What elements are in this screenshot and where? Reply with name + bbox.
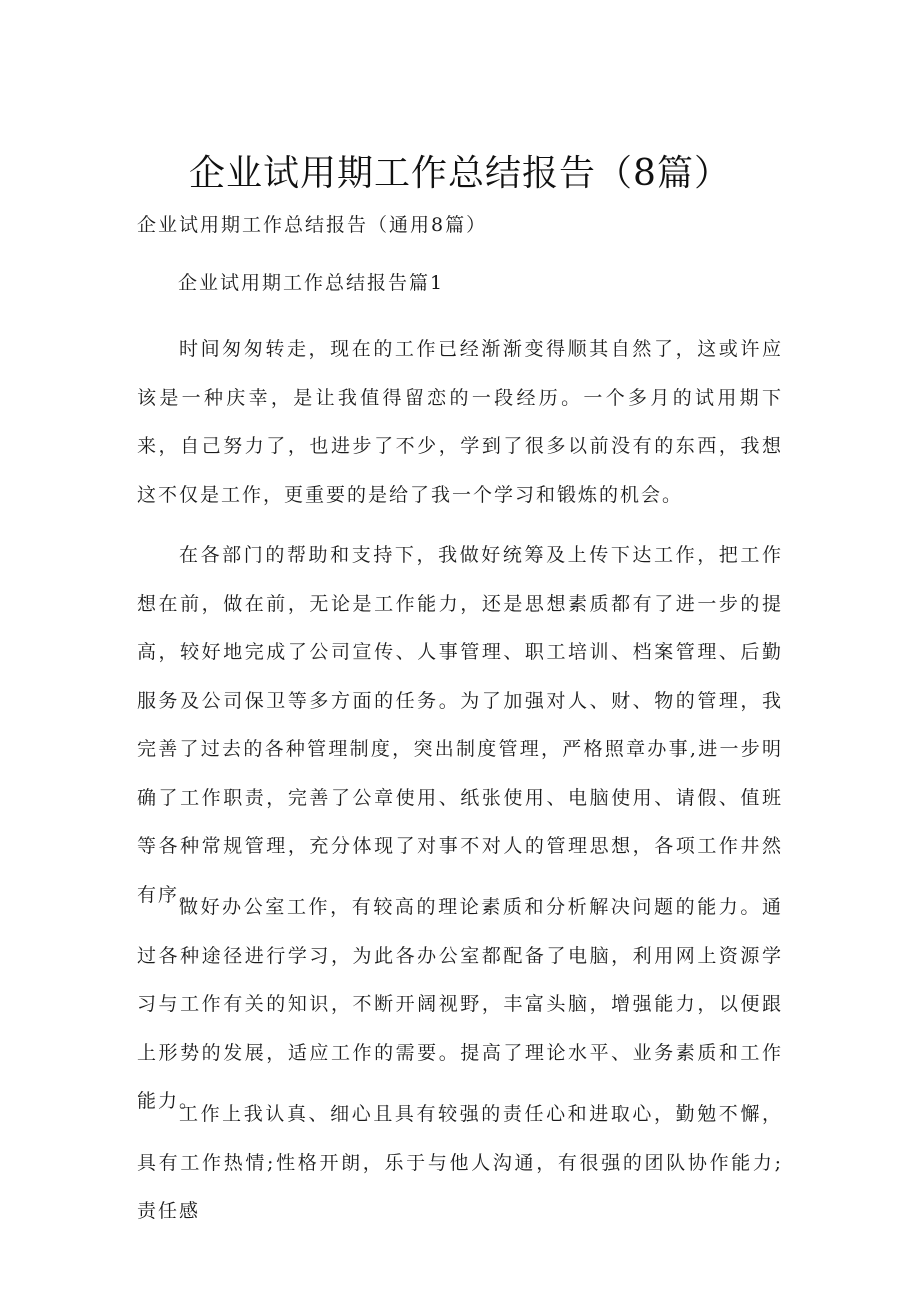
- paragraph-3: 做好办公室工作，有较高的理论素质和分析解决问题的能力。通过各种途径进行学习，为此各办公室都配备了电脑，利用网上资源学习与工作有关的知识，不断开阔视野，丰富头脑，增强能力，以便跟上形势的发展，适应工作的需要。提高了理论水平、业务素质和工作能力。: [137, 896, 783, 1112]
- section-heading: 企业试用期工作总结报告篇1: [178, 272, 445, 294]
- document-subtitle: 企业试用期工作总结报告（通用8篇）: [137, 214, 488, 236]
- paragraph-1: 时间匆匆转走，现在的工作已经渐渐变得顺其自然了，这或许应该是一种庆幸，是让我值得留恋的一段经历。一个多月的试用期下来，自己努力了，也进步了不少，学到了很多以前没有的东西，我想这不仅是工作，更重要的是给了我一个学习和锻炼的机会。: [137, 338, 783, 506]
- paragraph-2: 在各部门的帮助和支持下，我做好统筹及上传下达工作，把工作想在前，做在前，无论是工作能力，还是思想素质都有了进一步的提高，较好地完成了公司宣传、人事管理、职工培训、档案管理、后勤服务及公司保卫等多方面的任务。为了加强对人、财、物的管理，我完善了过去的各种管理制度，突出制度管理，严格照章办事,进一步明确了工作职责，完善了公章使用、纸张使用、电脑使用、请假、值班等各种常规管理，充分体现了对事不对人的管理思想，各项工作井然有序。: [137, 544, 783, 906]
- paragraph-4: 工作上我认真、细心且具有较强的责任心和进取心，勤勉不懈，具有工作热情;性格开朗，乐于与他人沟通，有很强的团队协作能力;责任感: [137, 1103, 783, 1222]
- document-title: 企业试用期工作总结报告（8篇）: [189, 153, 731, 194]
